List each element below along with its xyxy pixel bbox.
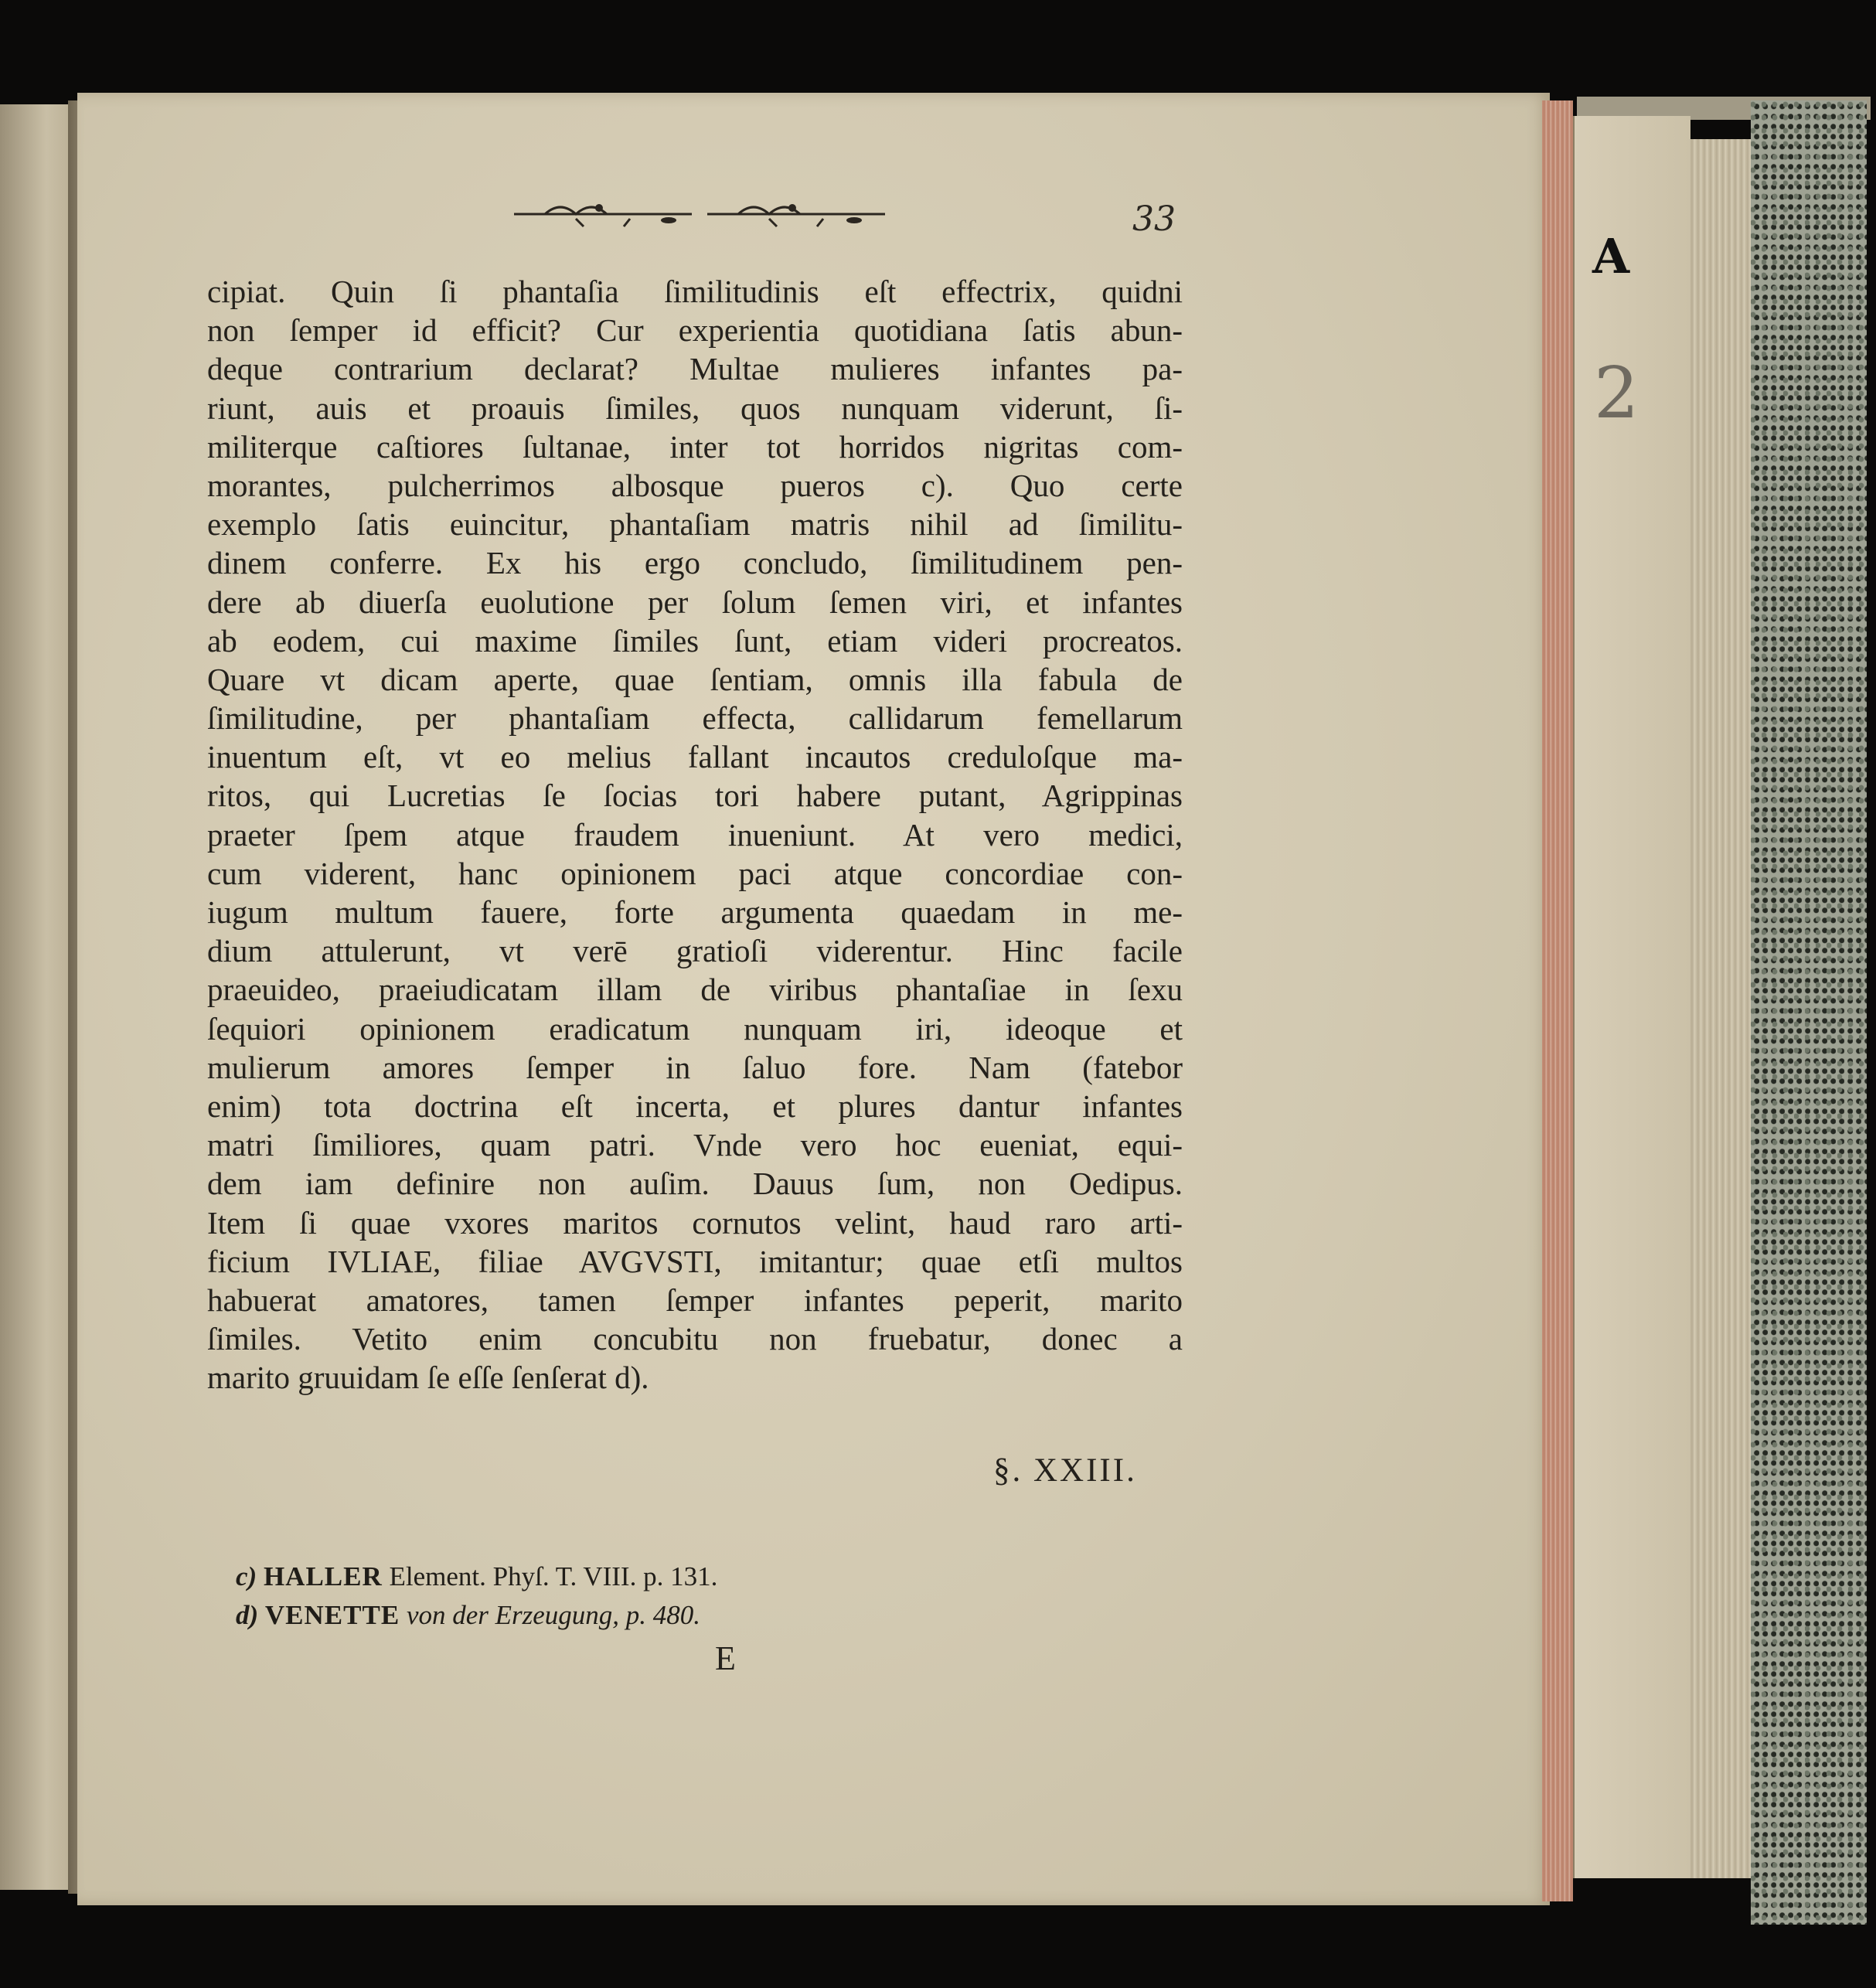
- text-line: exemplo ſatis euincitur, phantaſiam matris nihil ad ſimilitu-: [207, 506, 1183, 543]
- text-line: dium attulerunt, vt verē gratioſi viderentur. Hinc facile: [207, 933, 1183, 969]
- text-line: deque contrarium declarat? Multae mulieres infantes pa-: [207, 351, 1183, 387]
- text-line: enim) tota doctrina eſt incerta, et plures dantur infantes: [207, 1088, 1183, 1124]
- text-line: non ſemper id efficit? Cur experientia quotidiana ſatis abun-: [207, 312, 1183, 349]
- text-line: morantes, pulcherrimos albosque pueros c). Quo certe: [207, 467, 1183, 503]
- footnote-author: HALLER: [263, 1561, 383, 1591]
- text-line: cipiat. Quin ſi phantaſia ſimilitudinis eſt effectrix, quidni: [207, 274, 1183, 309]
- text-line: dere ab diuerſa euolutione per ſolum ſemen viri, et infantes: [207, 584, 1183, 620]
- marbled-cover-board: [1751, 100, 1867, 1925]
- text-line: ſimilitudine, per phantaſiam effecta, callidarum femellarum: [207, 700, 1183, 737]
- text-line: Quare vt dicam aperte, quae ſentiam, omnis illa fabula de: [207, 661, 1183, 697]
- leaf-pencil-letter: A: [1592, 228, 1630, 284]
- text-line: dinem conferre. Ex his ergo concludo, ſimilitudinem pen-: [207, 545, 1183, 581]
- text-line: cum viderent, hanc opinionem paci atque concordiae con-: [207, 855, 1183, 891]
- text-line: riunt, auis et proauis ſimiles, quos nunquam viderunt, ſi-: [207, 390, 1183, 426]
- text-line: ab eodem, cui maxime ſimiles ſunt, etiam videri procreatos.: [207, 622, 1183, 659]
- text-line: inuentum eſt, vt eo melius fallant incautos creduloſque ma-: [207, 739, 1183, 775]
- text-line: marito gruuidam ſe eſſe ſenſerat d).: [207, 1360, 649, 1396]
- leaf-pencil-number: 2: [1594, 352, 1639, 434]
- footnote: [236, 1557, 717, 1596]
- body-text: [207, 272, 1183, 1397]
- footnote: [236, 1596, 717, 1635]
- header-ornament-icon: [514, 197, 885, 232]
- text-line: ſimiles. Vetito enim concubitu non fruebatur, donec a: [207, 1321, 1183, 1357]
- text-line: dem iam definire non auſim. Dauus ſum, non Oedipus.: [207, 1166, 1183, 1202]
- text-line: militerque caſtiores ſultanae, inter tot horridos nigritas com-: [207, 428, 1183, 465]
- page-number: 33: [1132, 199, 1176, 239]
- text-line: praeter ſpem atque fraudem inueniunt. At vero medici,: [207, 816, 1183, 853]
- facing-page-edge: [0, 104, 77, 1890]
- footnotes: [236, 1557, 717, 1635]
- footnote-text: Element. Phyſ. T. VIII. p. 131.: [389, 1561, 718, 1591]
- text-line: Item ſi quae vxores maritos cornutos velint, haud raro arti-: [207, 1204, 1183, 1241]
- footnote-marker: d): [236, 1600, 259, 1630]
- footnote-text: von der Erzeugung, p. 480.: [406, 1600, 701, 1630]
- text-line: ficium IVLIAE, filiae AVGVSTI, imitantur; quae etſi multos: [207, 1243, 1183, 1279]
- text-line: praeuideo, praeiudicatam illam de viribus phantaſiae in ſexu: [207, 972, 1183, 1008]
- text-line: ſequiori opinionem eradicatum nunquam iri, ideoque et: [207, 1010, 1183, 1047]
- footnote-marker: c): [236, 1561, 257, 1591]
- text-line: matri ſimiliores, quam patri. Vnde vero hoc eueniat, equi-: [207, 1127, 1183, 1163]
- signature-mark: E: [715, 1639, 736, 1677]
- text-line: ritos, qui Lucretias ſe ſocias tori habere putant, Agrippinas: [207, 778, 1183, 814]
- page-edges: [1542, 100, 1573, 1901]
- section-heading: §. XXIII.: [993, 1452, 1137, 1489]
- text-line: iugum multum fauere, forte argumenta quaedam in me-: [207, 894, 1183, 930]
- footnote-author: VENETTE: [264, 1600, 400, 1630]
- text-line: habuerat amatores, tamen ſemper infantes peperit, marito: [207, 1282, 1183, 1318]
- text-line: mulierum amores ſemper in ſaluo fore. Nam (fatebor: [207, 1049, 1183, 1085]
- leaf-edges: [1689, 139, 1751, 1878]
